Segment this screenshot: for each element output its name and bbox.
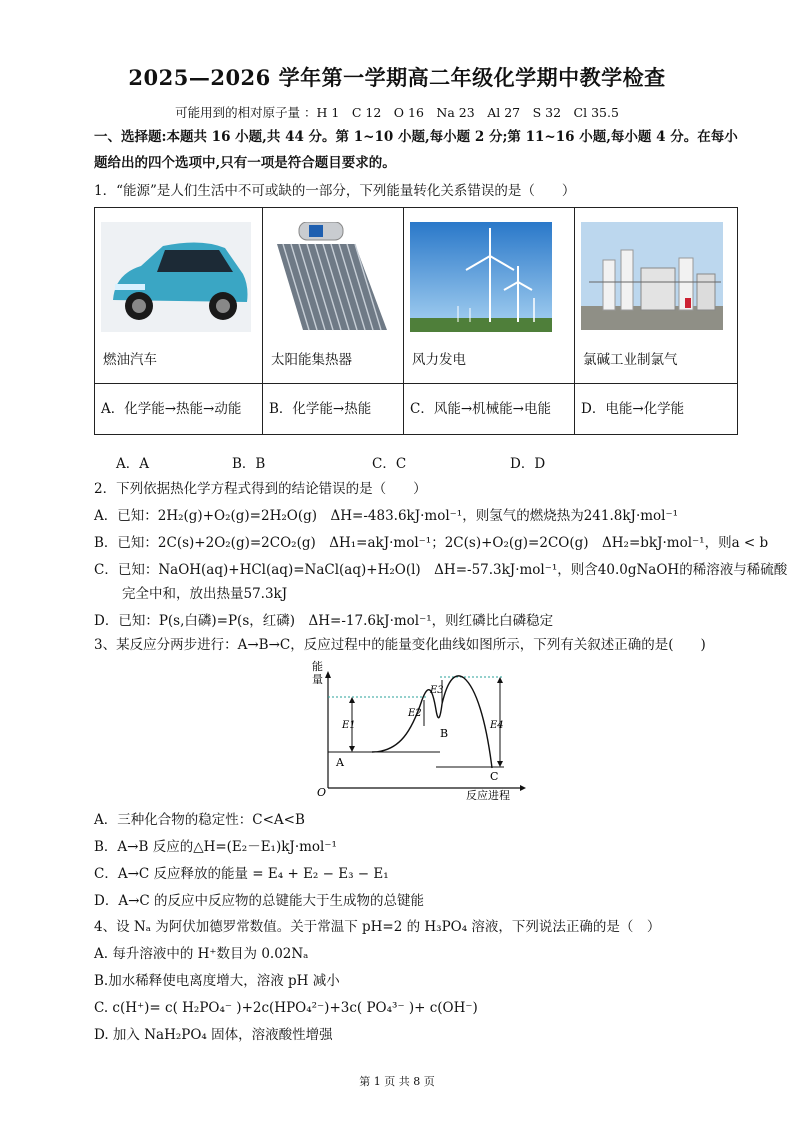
q1-choice-b: B．B bbox=[232, 456, 266, 472]
q2-option-b: B．已知：2C(s)+2O₂(g)=2CO₂(g) ΔH₁=akJ·mol⁻¹；2C(s)+O₂(g)=2CO(g) ΔH₂=bkJ·mol⁻¹，则a < b bbox=[94, 535, 769, 551]
q4-stem: 4、设 Nₐ 为阿伏加德罗常数值。关于常温下 pH=2 的 H₃PO₄ 溶液，下列说法正确的是（ ） bbox=[94, 919, 661, 935]
q2-option-c-line2: 完全中和，放出热量57.3kJ bbox=[122, 586, 288, 602]
q1-choice-d: D．D bbox=[510, 456, 546, 472]
q1-option-b: B．化学能→热能 bbox=[263, 384, 404, 435]
q1-choice-c: C．C bbox=[372, 456, 407, 472]
q1-stem: 1．“能源”是人们生活中不可或缺的一部分，下列能量转化关系错误的是（ ） bbox=[94, 183, 576, 199]
diagram-label-e3: E3 bbox=[430, 685, 444, 696]
q1-option-d: D．电能→化学能 bbox=[575, 384, 738, 435]
q3-stem: 3、某反应分两步进行：A→B→C，反应过程中的能量变化曲线如图所示，下列有关叙述正确的是( ) bbox=[94, 637, 706, 653]
q4-option-c: C. c(H⁺)= c( H₂PO₄⁻ )+2c(HPO₄²⁻)+3c( PO₄³⁻ )+ c(OH⁻) bbox=[94, 1000, 478, 1016]
q1-caption-solar: 太阳能集热器 bbox=[271, 352, 352, 368]
wind-turbine-image bbox=[410, 222, 552, 332]
q1-cell-chlor-alkali bbox=[575, 208, 738, 384]
diagram-ylabel-1: 能 bbox=[312, 660, 323, 673]
diagram-label-e4: E4 bbox=[490, 720, 504, 731]
diagram-label-c: C bbox=[490, 770, 499, 783]
q3-option-a: A．三种化合物的稳定性：C<A<B bbox=[94, 812, 305, 828]
q1-caption-wind: 风力发电 bbox=[412, 352, 466, 368]
car-image bbox=[101, 222, 251, 332]
section-heading-line2: 题给出的四个选项中,只有一项是符合题目要求的。 bbox=[94, 155, 396, 171]
diagram-ylabel-2: 量 bbox=[312, 673, 323, 686]
atomic-masses: 可能用到的相对原子量 ：H 1 C 12 O 16 Na 23 Al 27 S 32 Cl 35.5 bbox=[175, 105, 619, 120]
q2-option-c-line1: C．已知：NaOH(aq)+HCl(aq)=NaCl(aq)+H₂O(l) ΔH=-57.3kJ·mol⁻¹，则含40.0gNaOH的稀溶液与稀硫酸 bbox=[94, 562, 788, 578]
diagram-origin: O bbox=[317, 786, 327, 799]
q1-choice-a: A．A bbox=[116, 456, 149, 472]
q2-stem: 2．下列依据热化学方程式得到的结论错误的是（ ） bbox=[94, 481, 427, 497]
q1-caption-car: 燃油汽车 bbox=[103, 352, 157, 368]
q2-option-a: A．已知：2H₂(g)+O₂(g)=2H₂O(g) ΔH=-483.6kJ·mol⁻¹，则氢气的燃烧热为241.8kJ·mol⁻¹ bbox=[94, 508, 679, 524]
page-footer: 第 1 页 共 8 页 bbox=[359, 1075, 435, 1088]
q4-option-b: B.加水稀释使电离度增大，溶液 pH 减小 bbox=[94, 973, 340, 989]
solar-heater-image bbox=[269, 222, 394, 337]
q2-option-d: D．已知：P(s,白磷)=P(s，红磷) ΔH=-17.6kJ·mol⁻¹，则红磷比白磷稳定 bbox=[94, 613, 554, 629]
q3-option-b: B．A→B 反应的△H=(E₂－E₁)kJ·mol⁻¹ bbox=[94, 839, 337, 855]
q1-table bbox=[94, 207, 738, 435]
q4-option-a: A. 每升溶液中的 H⁺数目为 0.02Nₐ bbox=[94, 946, 309, 962]
q3-option-d: D．A→C 的反应中反应物的总键能大于生成物的总键能 bbox=[94, 893, 425, 909]
q4-option-d: D. 加入 NaH₂PO₄ 固体，溶液酸性增强 bbox=[94, 1027, 333, 1043]
chlor-alkali-plant-image bbox=[581, 222, 723, 330]
section-heading-line1: 一、选择题:本题共 16 小题,共 44 分。第 1~10 小题,每小题 2 分;第 11~16 小题,每小题 4 分。在每小 bbox=[94, 129, 738, 145]
diagram-label-e1: E1 bbox=[342, 720, 356, 731]
diagram-label-b: B bbox=[440, 727, 449, 740]
q3-option-c: C．A→C 反应释放的能量 = E₄ + E₂ − E₃ − E₁ bbox=[94, 866, 389, 882]
q1-cell-car bbox=[95, 208, 263, 384]
diagram-label-a: A bbox=[336, 756, 344, 769]
q1-option-c: C．风能→机械能→电能 bbox=[404, 384, 575, 435]
diagram-xlabel: 反应进程 bbox=[466, 789, 510, 800]
diagram-label-e2: E2 bbox=[408, 708, 422, 719]
energy-diagram bbox=[300, 660, 530, 800]
q1-caption-chlor-alkali: 氯碱工业制氯气 bbox=[583, 352, 678, 368]
q1-option-a: A．化学能→热能→动能 bbox=[95, 384, 263, 435]
q1-cell-solar bbox=[263, 208, 404, 384]
q1-cell-wind bbox=[404, 208, 575, 384]
page-title: 2025—2026 学年第一学期高二年级化学期中教学检查 bbox=[128, 65, 666, 90]
